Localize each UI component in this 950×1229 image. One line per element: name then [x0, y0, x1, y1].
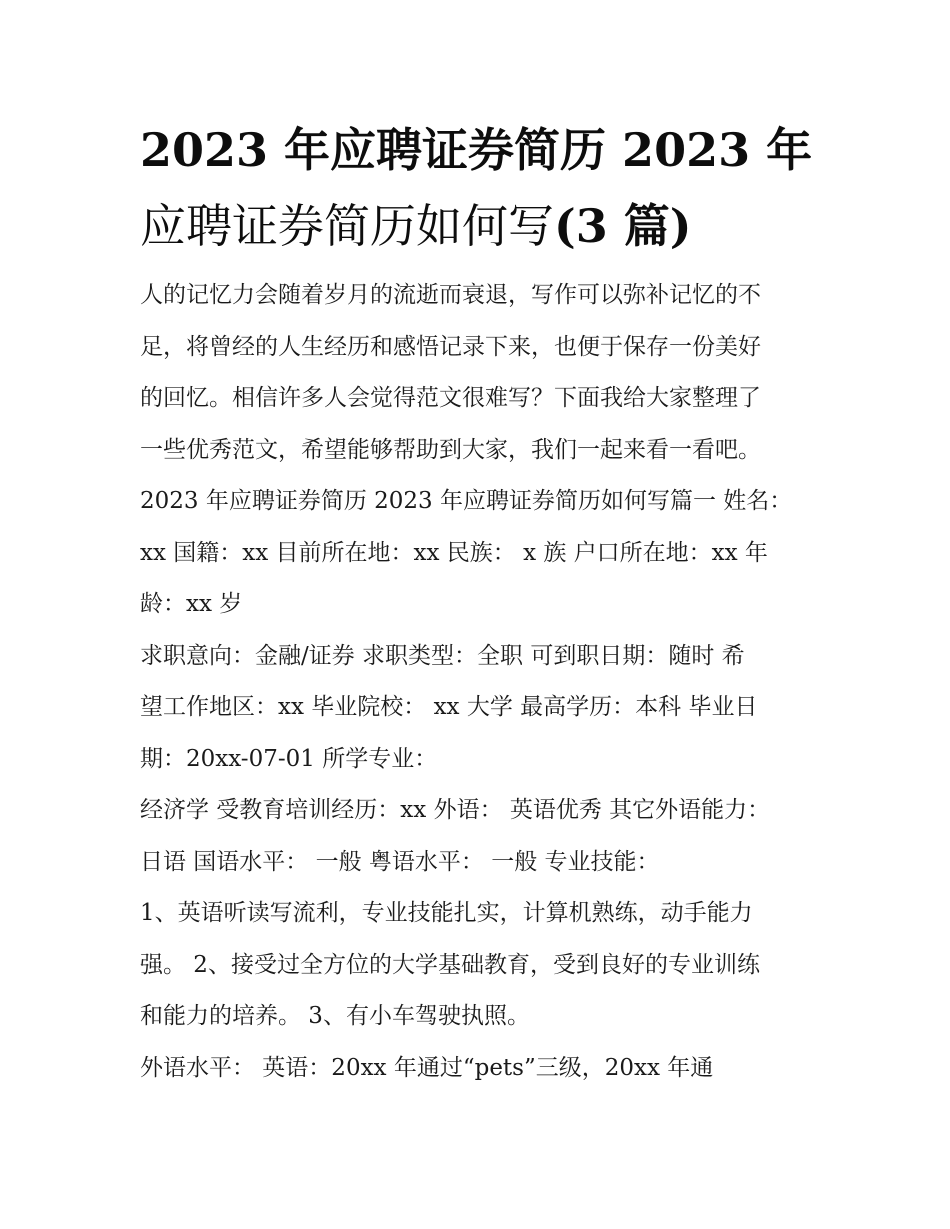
paragraph-language-level: [140, 1043, 812, 1095]
document-title: [140, 112, 812, 264]
text-line: xx 国籍：xx 目前所在地：xx 民族： x 族 户口所在地：xx 年: [140, 539, 768, 566]
text-line: 和能力的培养。 3、有小车驾驶执照。: [140, 1003, 530, 1029]
text-line: 求职意向：金融/证券 求职类型：全职 可到职日期：随时 希: [140, 642, 745, 669]
text-line: 的回忆。相信许多人会觉得范文很难写？下面我给大家整理了: [140, 385, 761, 411]
text-line: 2023 年应聘证券简历 2023 年应聘证券简历如何写篇一 姓名：: [140, 488, 793, 514]
text-line: 望工作地区：xx 毕业院校： xx 大学 最高学历：本科 毕业日: [140, 694, 758, 720]
text-line: 外语水平： 英语：20xx 年通过“pets”三级，20xx 年通: [140, 1054, 714, 1081]
title-line-2: [140, 188, 812, 264]
paragraph-intro: [140, 270, 812, 631]
text-line: 经济学 受教育培训经历：xx 外语： 英语优秀 其它外语能力：: [140, 797, 771, 823]
text-line: 龄：xx 岁: [140, 591, 243, 617]
text-line: 足，将曾经的人生经历和感悟记录下来，也便于保存一份美好: [140, 333, 761, 360]
title-line-2-text: 应聘证券简历如何写: [140, 199, 554, 253]
paragraph-job-intent: [140, 631, 812, 786]
text-line: 日语 国语水平： 一般 粤语水平： 一般 专业技能：: [140, 848, 660, 875]
title-line-2-count: (3 篇): [554, 199, 692, 253]
document-page: [140, 112, 812, 1094]
text-line: 1、英语听读写流利，专业技能扎实，计算机熟练，动手能力: [140, 900, 753, 926]
text-line: 人的记忆力会随着岁月的流逝而衰退，写作可以弥补记忆的不: [140, 282, 761, 308]
document-body: [140, 270, 812, 1094]
text-line: 一些优秀范文，希望能够帮助到大家，我们一起来看一看吧。: [140, 436, 761, 463]
paragraph-education: [140, 785, 812, 888]
text-line: 强。 2、接受过全方位的大学基础教育，受到良好的专业训练: [140, 951, 760, 978]
text-line: 期：20xx-07-01 所学专业：: [140, 745, 438, 772]
paragraph-skills: [140, 888, 812, 1043]
title-line-1: 2023 年应聘证券简历 2023 年: [140, 123, 813, 177]
